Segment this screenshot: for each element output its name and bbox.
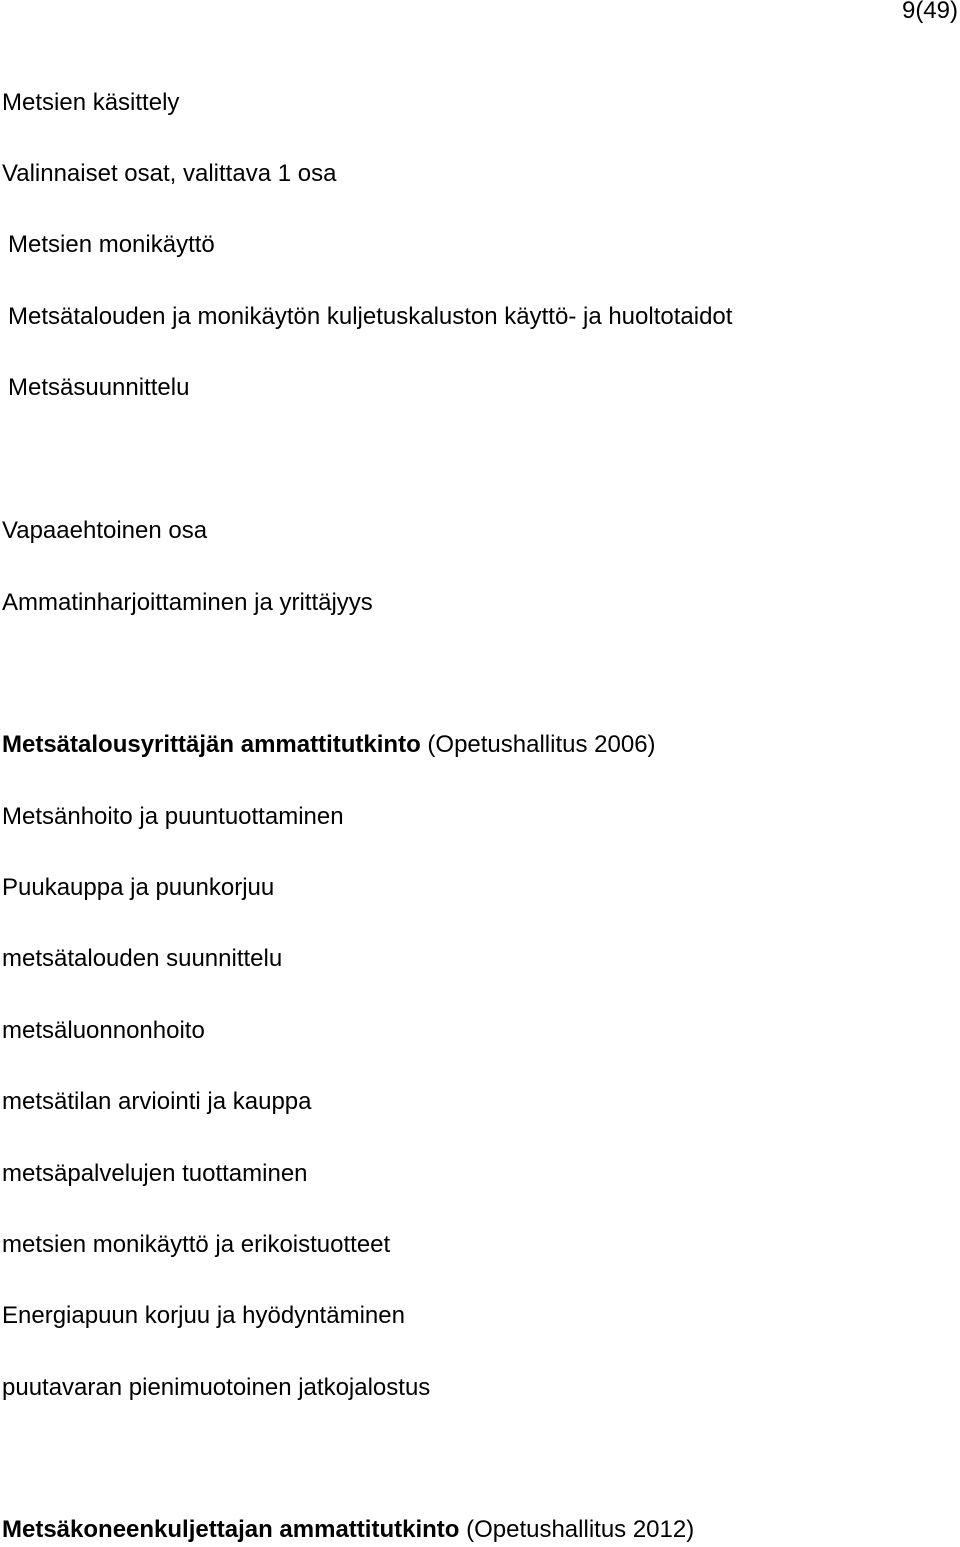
degree-source: (Opetushallitus 2012) bbox=[459, 1516, 695, 1543]
list-item: metsäpalvelujen tuottaminen bbox=[2, 1160, 308, 1187]
list-item: Energiapuun korjuu ja hyödyntäminen bbox=[2, 1302, 405, 1329]
list-item: Ammatinharjoittaminen ja yrittäjyys bbox=[2, 589, 373, 616]
list-item: Puukauppa ja puunkorjuu bbox=[2, 874, 275, 901]
list-item: metsätilan arviointi ja kauppa bbox=[2, 1088, 312, 1115]
optional-parts-heading: Valinnaiset osat, valittava 1 osa bbox=[2, 160, 337, 187]
degree-heading-metsakoneenkuljettaja bbox=[2, 1516, 694, 1544]
degree-heading-metsatalousyrittaja bbox=[2, 731, 656, 759]
list-item: metsätalouden suunnittelu bbox=[2, 945, 283, 972]
degree-title: Metsäkoneenkuljettajan ammattitutkinto bbox=[2, 1516, 460, 1543]
list-item: puutavaran pienimuotoinen jatkojalostus bbox=[2, 1374, 431, 1401]
page-number: 9(49) bbox=[901, 0, 958, 24]
list-item: Metsien monikäyttö bbox=[8, 231, 215, 258]
list-item: Metsänhoito ja puuntuottaminen bbox=[2, 803, 344, 830]
degree-source: (Opetushallitus 2006) bbox=[420, 731, 656, 758]
degree-title: Metsätalousyrittäjän ammattitutkinto bbox=[2, 731, 421, 758]
list-item: Metsäsuunnittelu bbox=[8, 374, 190, 401]
section-heading-metsien-kasittely: Metsien käsittely bbox=[2, 89, 180, 116]
list-item: Metsätalouden ja monikäytön kuljetuskaluston käyttö- ja huoltotaidot bbox=[8, 303, 733, 330]
voluntary-part-heading: Vapaaehtoinen osa bbox=[2, 517, 208, 544]
list-item: metsien monikäyttö ja erikoistuotteet bbox=[2, 1231, 391, 1258]
list-item: metsäluonnonhoito bbox=[2, 1017, 205, 1044]
